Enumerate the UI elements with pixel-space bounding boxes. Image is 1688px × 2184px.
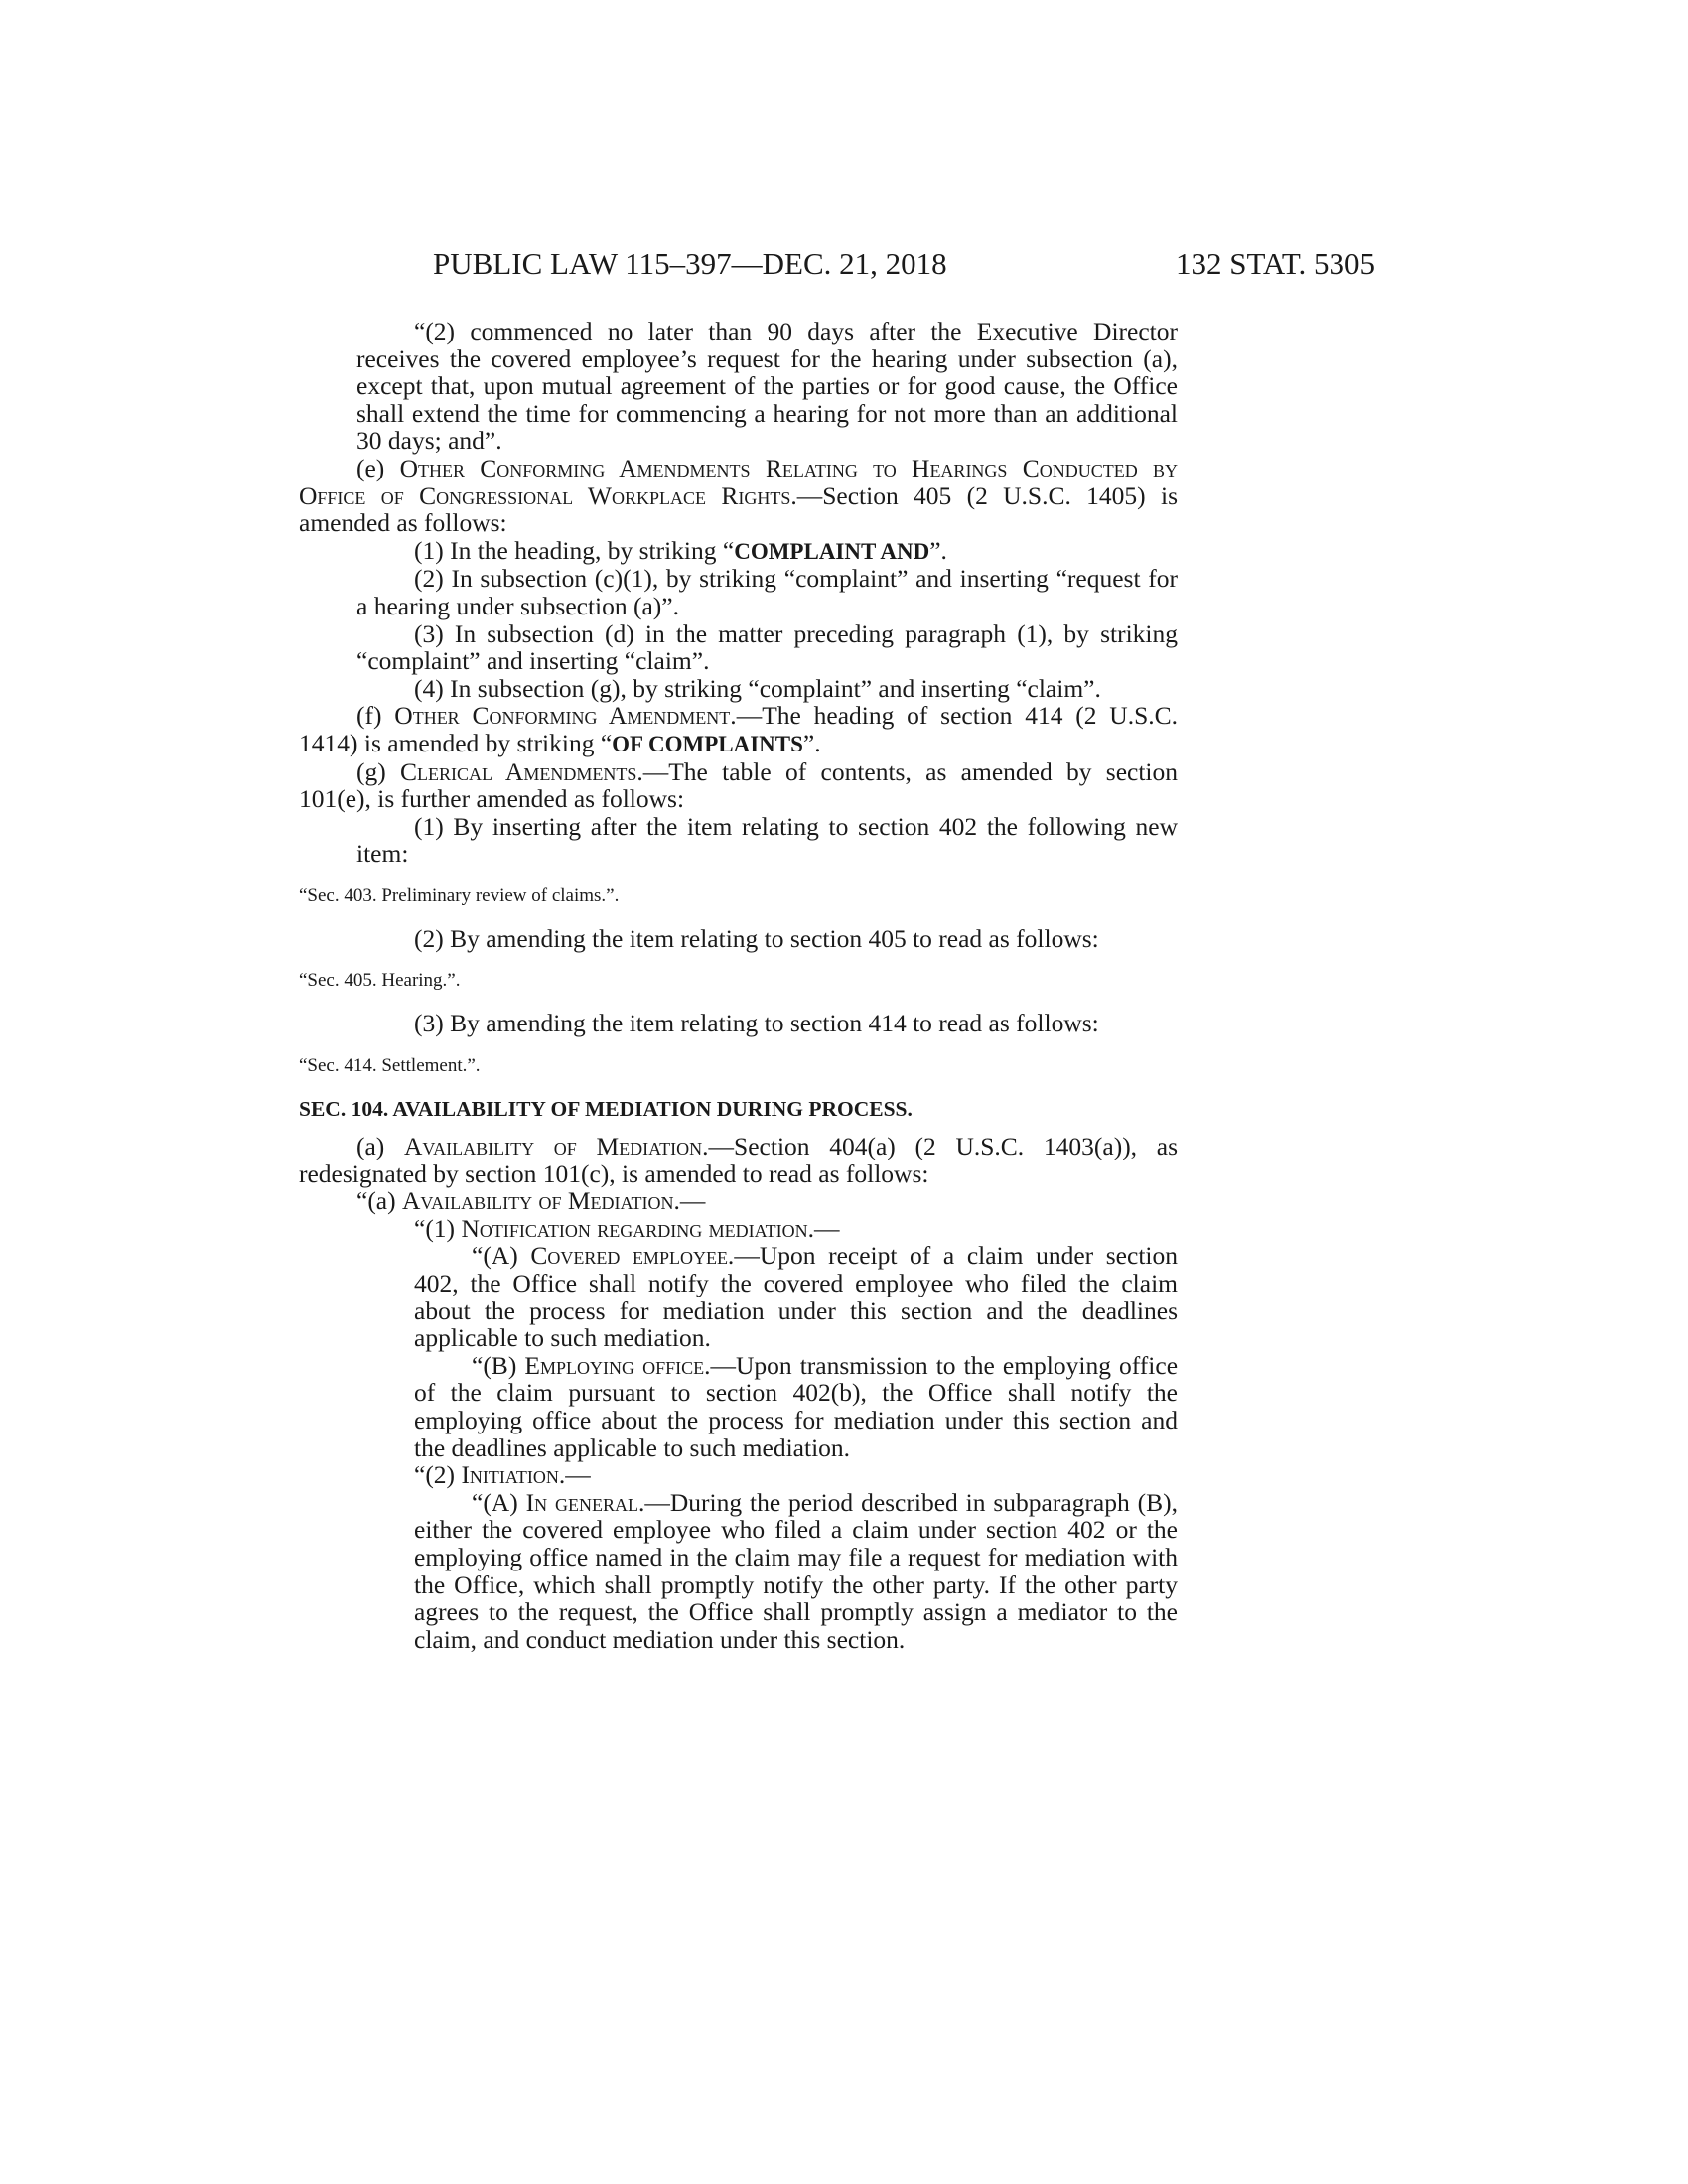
quoted-a-heading: Availability of Mediation. — [402, 1186, 680, 1216]
quoted-paragraph-1 — [299, 1215, 1178, 1243]
statute-page-number: 132 STAT. 5305 — [1175, 246, 1375, 281]
public-law-citation: PUBLIC LAW 115–397—DEC. 21, 2018 — [433, 246, 947, 281]
e1-post: ”. — [929, 535, 947, 565]
e1-pre: (1) In the heading, by striking “ — [414, 535, 735, 565]
sec104-a-text: —Section 404(a) (2 U.S.C. 1403(a)), as redesignated by section 101(c), is amended to read as follows: — [299, 1132, 1179, 1188]
subsection-g-item-1: (1) By inserting after the item relating to section 402 the following new item: — [356, 811, 1178, 869]
subsection-e — [299, 455, 1178, 537]
quoted-1A-text: —Upon receipt of a claim under section 402, the Office shall notify the covered employee who filed the claim about the process for mediation under this section and the deadlines applicable to such mediation. — [414, 1241, 1178, 1353]
toc-item-405: “Sec. 405. Hearing.”. — [299, 970, 461, 992]
quoted-a-dash: — — [679, 1186, 706, 1216]
quoted-subparagraph-1B — [299, 1352, 1178, 1461]
subsection-e-heading: Other Conforming Amendments Relating to Hearings Conducted by Office of Congressional Workplace Rights. — [299, 453, 1178, 510]
subsection-f-text: —The heading of section 414 (2 U.S.C. 1414) is amended by striking “ — [299, 701, 1179, 757]
quoted-1B-heading: Employing office. — [524, 1350, 711, 1380]
subsection-f-bold: OF COMPLAINTS — [612, 731, 803, 756]
quoted-1-dash: — — [813, 1213, 840, 1243]
quoted-2A-heading: In general. — [525, 1487, 645, 1517]
quoted-subsection-a — [299, 1187, 1178, 1215]
quoted-paragraph-2 — [299, 1461, 1178, 1489]
sec104-subsection-a — [299, 1133, 1178, 1187]
quoted-2A-label: “(A) — [472, 1487, 526, 1517]
subsection-e-item-2: (2) In subsection (c)(1), by striking “complaint” and inserting “request for a hearing under subsection (a)”. — [356, 564, 1178, 620]
quoted-subparagraph-2A — [299, 1489, 1178, 1654]
quoted-subparagraph-1A — [299, 1242, 1178, 1351]
subsection-g-item-2: (2) By amending the item relating to section 405 to read as follows: — [414, 923, 1099, 953]
subsection-g-text: —The table of contents, as amended by section 101(e), is further amended as follows: — [299, 756, 1179, 814]
subsection-f-label: (f) — [356, 701, 395, 731]
section-104-heading: SEC. 104. AVAILABILITY OF MEDIATION DURING PROCESS. — [299, 1097, 913, 1122]
quoted-1A-label: “(A) — [472, 1241, 531, 1271]
paragraph-2-commenced: “(2) commenced no later than 90 days after the Executive Director receives the covered employee’s request for the hearing under subsection (a), except that, upon mutual agreement of the parties or for good cause, the Office shall extend the time for commencing a hearing for not more than an additional 30 days; and”. — [356, 317, 1178, 456]
subsection-e-label: (e) — [356, 453, 400, 482]
sec104-a-label: (a) — [356, 1132, 405, 1161]
subsection-g-label: (g) — [356, 756, 401, 786]
subsection-g — [299, 758, 1178, 813]
quoted-1A-heading: Covered employee. — [530, 1241, 735, 1271]
toc-item-414: “Sec. 414. Settlement.”. — [299, 1055, 481, 1077]
e1-bold: COMPLAINT AND — [734, 538, 930, 564]
quoted-1B-text: —Upon transmission to the employing office of the claim pursuant to section 402(b), the Office shall notify the employing office about the process for mediation under this section and the deadlines applicable to such mediation. — [414, 1350, 1179, 1462]
sec104-a-heading: Availability of Mediation. — [404, 1132, 709, 1161]
subsection-g-item-3: (3) By amending the item relating to section 414 to read as follows: — [414, 1009, 1099, 1038]
subsection-e-text: —Section 405 (2 U.S.C. 1405) is amended as follows: — [299, 480, 1178, 538]
subsection-e-item-3: (3) In subsection (d) in the matter preceding paragraph (1), by striking “complaint” and inserting “claim”. — [356, 618, 1178, 676]
subsection-f-heading: Other Conforming Amendment. — [394, 701, 737, 731]
page-header — [0, 244, 1688, 284]
quoted-2-heading: Initiation. — [461, 1460, 566, 1490]
subsection-e-item-4: (4) In subsection (g), by striking “complaint” and inserting “claim”. — [414, 673, 1101, 703]
subsection-g-heading: Clerical Amendments. — [400, 756, 643, 786]
quoted-2-label: “(2) — [414, 1460, 462, 1490]
quoted-1B-label: “(B) — [472, 1350, 525, 1380]
quoted-2A-text: —During the period described in subparagraph (B), either the covered employee who filed a claim under section 402 or the employing office named in the claim may file a request for mediation with the Office, which shall promptly notify the other party. If the other party agrees to the request, the Office shall promptly assign a mediator to the claim, and conduct mediation under this section. — [414, 1487, 1178, 1654]
toc-item-403: “Sec. 403. Preliminary review of claims.”. — [299, 885, 620, 906]
subsection-f-text-end: ”. — [802, 728, 821, 757]
subsection-e-item-1 — [299, 537, 1178, 566]
quoted-1-heading: Notification regarding mediation. — [461, 1213, 814, 1243]
document-body — [299, 318, 1178, 1653]
quoted-2-dash: — — [565, 1460, 591, 1490]
subsection-f — [299, 702, 1178, 757]
quoted-a-label: “(a) — [356, 1186, 402, 1216]
quoted-1-label: “(1) — [414, 1213, 462, 1243]
